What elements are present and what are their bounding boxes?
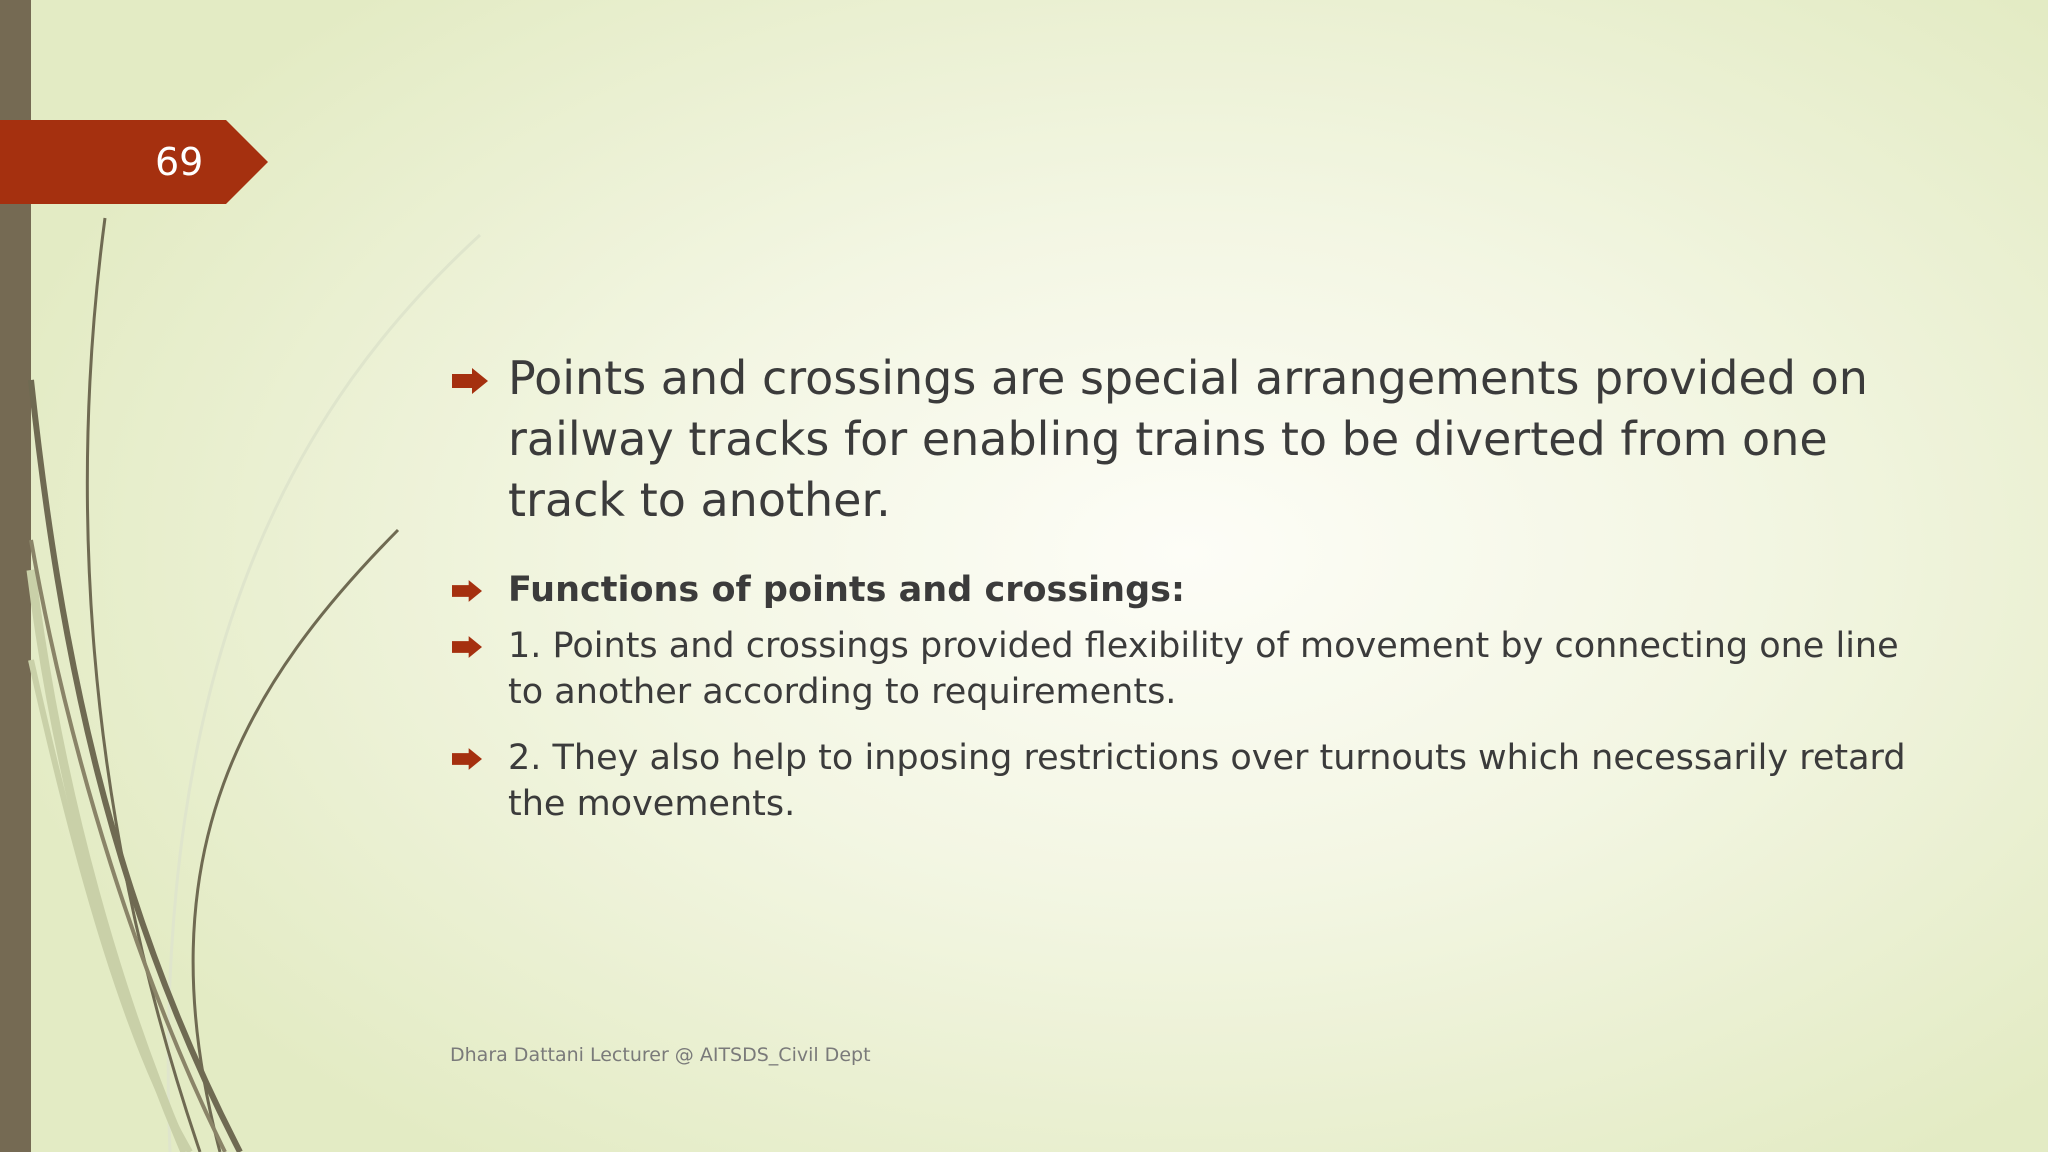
arrow-bullet-icon xyxy=(452,580,482,602)
arrow-bullet-icon xyxy=(452,368,488,394)
list-item xyxy=(450,623,1930,715)
list-item xyxy=(450,567,1930,613)
list-item xyxy=(450,735,1930,827)
list-item xyxy=(450,348,1930,531)
arrow-bullet-icon xyxy=(452,636,482,658)
main-point-text: Points and crossings are special arrangements provided on railway tracks for enabling trains to be diverted from one track to another. xyxy=(508,351,1868,527)
slide-number-tab xyxy=(0,120,268,204)
slide-number: 69 xyxy=(155,140,204,184)
arrow-bullet-icon xyxy=(452,748,482,770)
function-item-text: 2. They also help to inposing restrictions over turnouts which necessarily retard the movements. xyxy=(508,738,1906,824)
slide-footer: Dhara Dattani Lecturer @ AITSDS_Civil Dept xyxy=(450,1044,871,1066)
functions-heading: Functions of points and crossings: xyxy=(508,570,1185,610)
function-item-text: 1. Points and crossings provided flexibility of movement by connecting one line to another according to requirements. xyxy=(508,626,1899,712)
slide-content xyxy=(450,348,1930,827)
